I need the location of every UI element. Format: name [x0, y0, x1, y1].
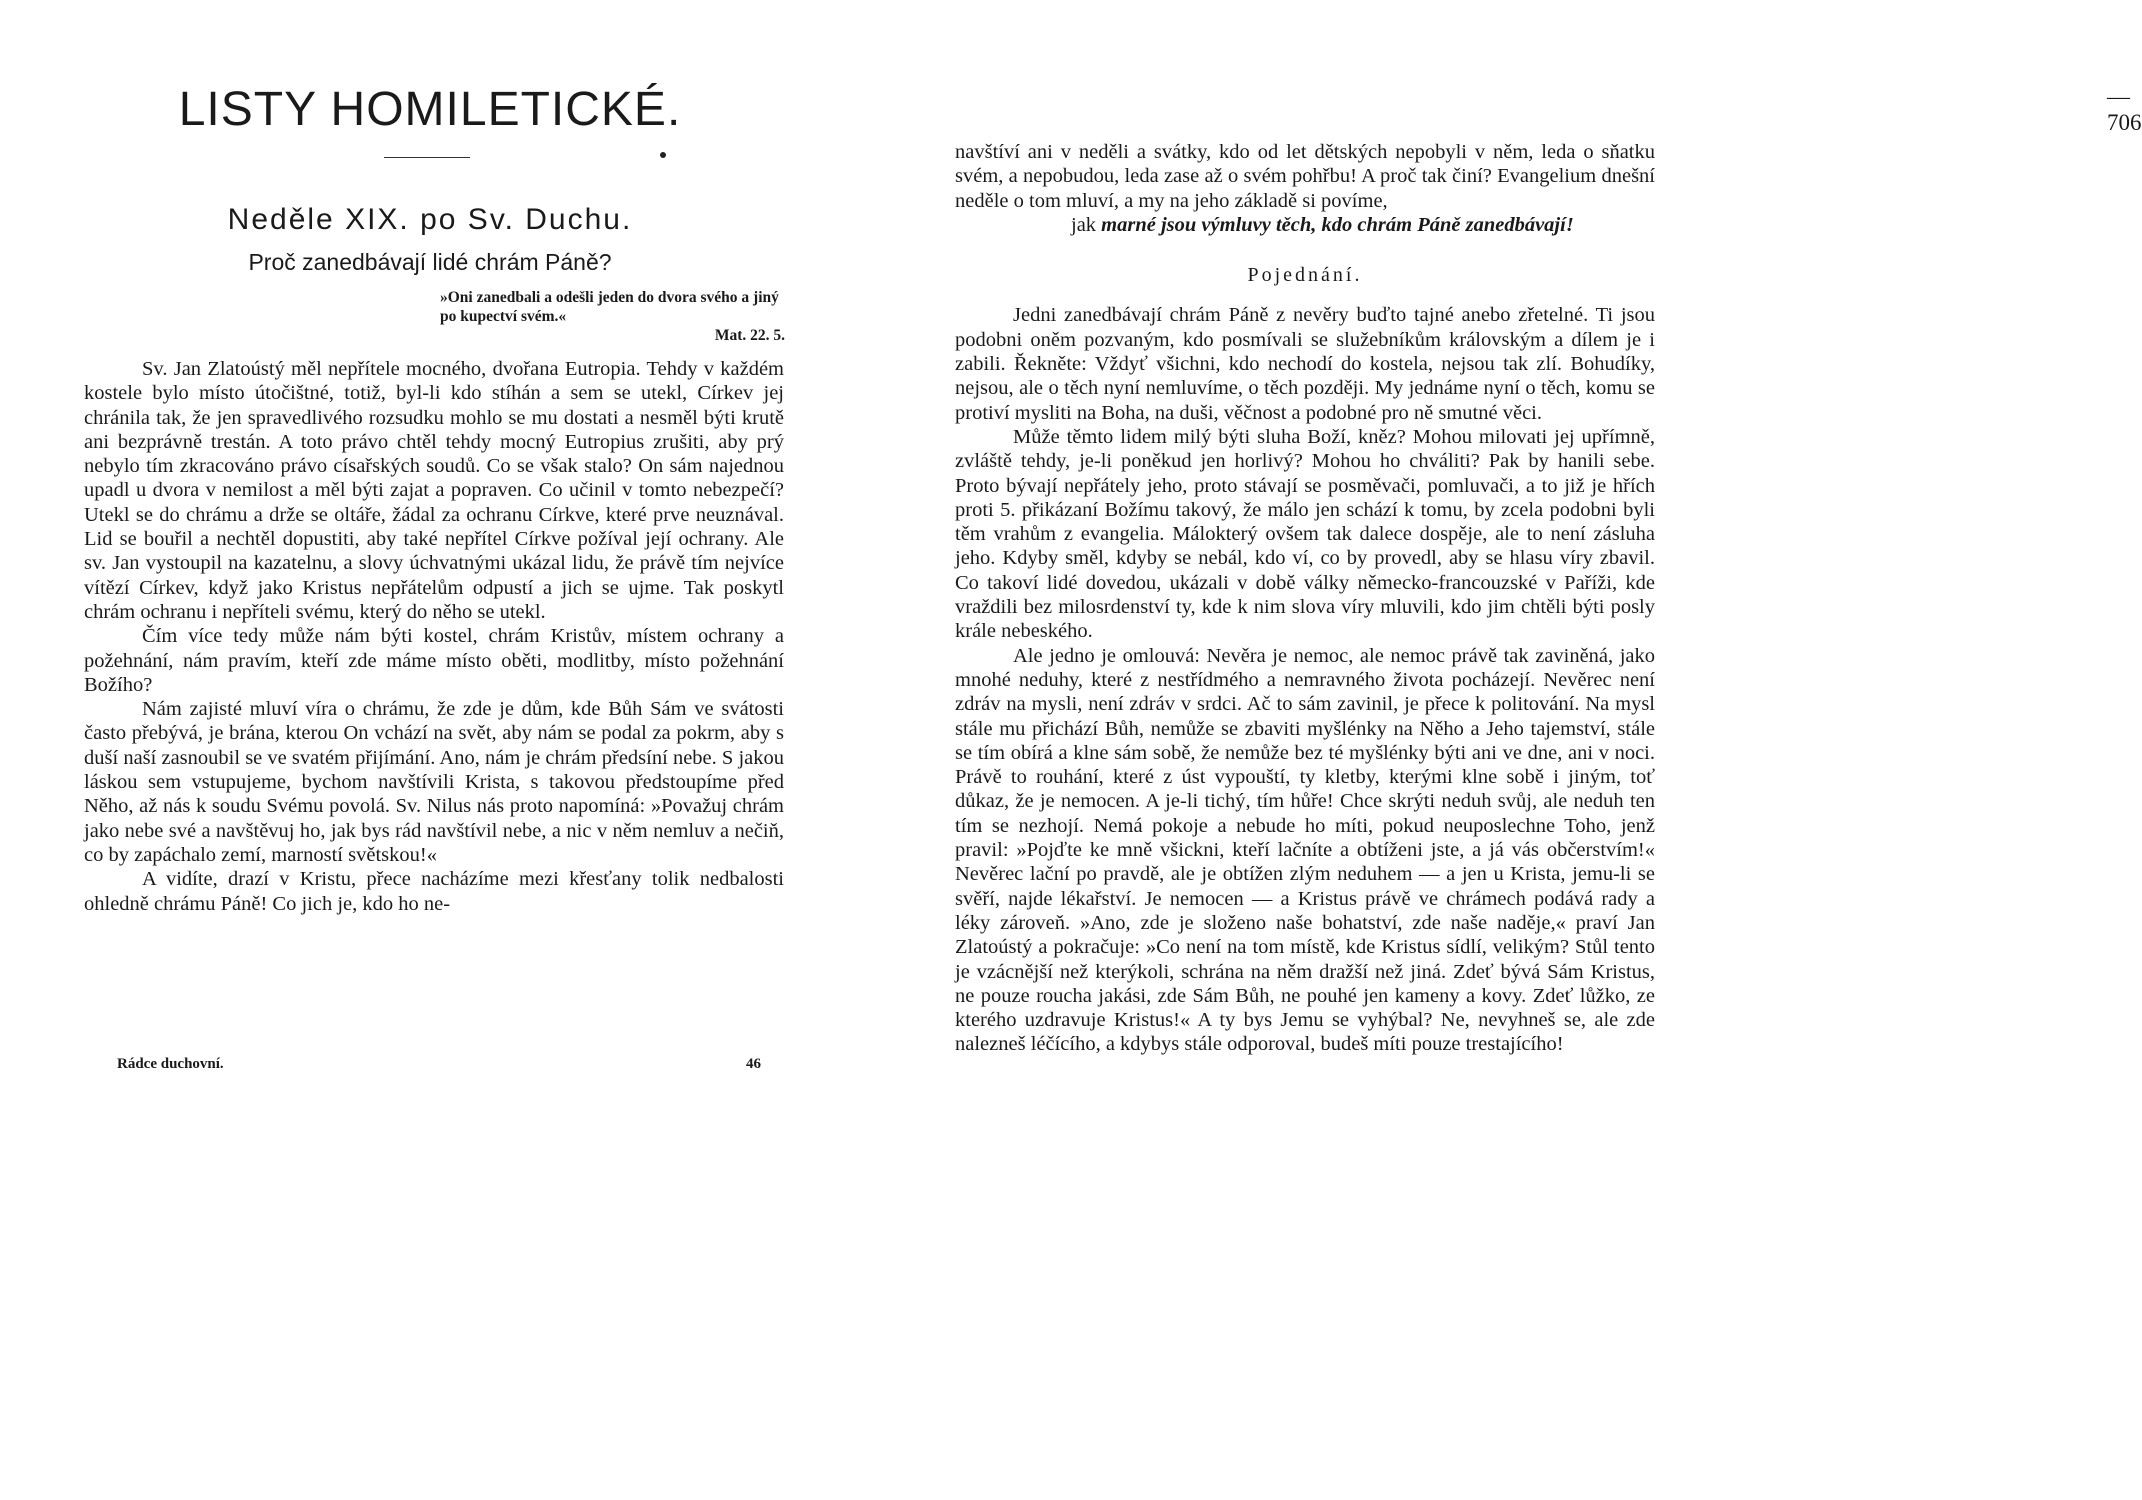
ornament-dot [660, 152, 666, 158]
paragraph: Může těmto lidem milý býti sluha Boží, kněz? Mohou milovati jej upřímně, zvláště tehdy, je-li poněkud jen horlivý? Mohou ho chváliti? Pak by hanili sebe. Proto bývají nepřátely jeho, proto stávají se posměvači, pomluvači, a to již je hřích proti 5. přikázaní Božímu takový, že málo jen schází k tomu, by zcela podobni byli těm vrahům z evangelia. Málokterý ovšem tak dalece dospěje, ale to není zásluha jeho. Kdyby směl, kdyby se nebál, kdo ví, co by provedl, aby se hlasu víry zbavil. Co takoví lidé dovedou, ukázali v době války německo-francouzské v Paříži, kde vraždili bez milosrdenství ty, kde k nim slova víry mluvili, kdo jim chtěli býti posly krále nebeského. [955, 425, 1655, 643]
paragraph: Sv. Jan Zlatoústý měl nepřítele mocného, dvořana Eutropia. Tehdy v každém kostele bylo místo útočištné, totiž, byl-li kdo stíhán a sem se utekl, Církev jej chránila tak, že jen spravedlivého rozsudku mohlo se mu dostati a nesměl býti krutě ani bezprávně trestán. A toto právo chtěl tehdy mocný Eutropius zrušiti, aby prý nebylo tím zkracováno právo císařských soudů. Co se však stalo? On sám najednou upadl u dvora v nemilost a měl býti zajat a popraven. Co učinil v tomto nebezpečí? Utekl se do chrámu a drže se oltáře, žádal za ochranu Církve, které prve neuznával. Lid se bouřil a nechtěl dopustiti, aby také nepřítel Církve požíval její ochrany. Ale sv. Jan vystoupil na kazatelnu, a slovy úchvatnými ukázal lidu, že právě tím nejvíce vítězí Církev, když jako Kristus nepřátelům odpustí a jich se ujme. Tak poskytl chrám ochranu i nepříteli svému, který do něho se utekl. [84, 358, 784, 623]
sermon-subtitle: Proč zanedbávají lidé chrám Páně? [248, 249, 612, 275]
epigraph-reference: Mat. 22. 5. [714, 327, 785, 344]
footer-sheet-number: 46 [746, 1056, 761, 1072]
paragraph: Čím více tedy může nám býti kostel, chrám Kristův, místem ochrany a požehnání, nám pravím, kteří zde máme místo oběti, modlitby, místo požehnání Božího? [84, 625, 784, 696]
epigraph [440, 288, 785, 345]
page-footer [117, 1056, 761, 1073]
paragraph: Ale jedno je omlouvá: Nevěra je nemoc, ale nemoc právě tak zaviněná, jako mnohé neduhy, které z nestřídmého a nemravného života pocházejí. Nevěrec není zdráv na mysli, není zdráv v srdci. Ač to sám zavinil, je přece k politování. Na mysl stále mu přichází Bůh, nemůže se zbaviti myšlénky na Něho a Jeho tajemství, stále se tím obírá a klne sám sobě, že nemůže bez té myšlénky býti ani ve dne, ani v noci. Právě to rouhání, které z úst vypouští, ty kletby, kterými klne sobě i jiným, toť důkaz, že je nemocen. A je-li tichý, tím hůře! Chce skrýti neduh svůj, ale neduh ten tím se nezhojí. Nemá pokoje a nebude ho míti, pokud neuposlechne Toho, jenž pravil: »Pojďte ke mně všickni, kteří lačníte a obtíženi jste, a já vás občerstvím!« Nevěrec lační po pravdě, ale je obtížen zlým neduhem — a jen u Krista, jemu-li se svěří, najde lékařství. Je nemocen — a Kristus právě ve chrámech podává rady a léky zároveň. »Ano, zde je složeno naše bohatství, zde naše naděje,« praví Jan Zlatoústý a pokračuje: »Co není na tom místě, kde Kristus sídlí, velikým? Stůl tento je vzácnější než kterýkoli, schrána na něm dražší než jiná. Zdeť bývá Sám Kristus, ne pouze roucha jakási, zde Sám Bůh, ne pouhé jen kameny a kovy. Zdeť lůžko, ze kterého uzdravuje Kristus!« A ty bys Jemu se vyhýbal? Ne, nevyhneš se, ale zde nalezneš léčícího, a kdybys stále odporoval, budeš míti pouze trestajícího! [955, 644, 1655, 1056]
title-divider [384, 157, 470, 158]
footer-journal-name: Rádce duchovní. [117, 1056, 224, 1072]
paragraph: Nám zajisté mluví víra o chrámu, že zde je dům, kde Bůh Sám ve svátosti často přebývá, je brána, kterou On vchází na svět, aby nám se podal za pokrm, aby s duší naší zasnoubil se ve svatém přijímání. Ano, nám je chrám předsíní nebe. S jakou láskou sem vstupujeme, bychom navštívili Krista, s takovou předstoupíme před Něho, až nás k soudu Svému povolá. Sv. Nilus nás proto napomíná: »Považuj chrám jako nebe své a navštěvuj ho, jak bys rád navštívil nebe, a nic v něm nemluv a nečiň, co by zapáchalo zemí, marností světskou!« [84, 698, 784, 866]
epigraph-text: »Oni zanedbali a odešli jeden do dvora svého a jiný po kupectví svém.« [440, 289, 779, 325]
intro-paragraph: navštíví ani v neděli a svátky, kdo od let dětských nepobyli v něm, leda o sňatku svém, a nepobudou, leda zase až o svém pohřbu! A proč tak činí? Evangelium dnešní neděle o tom mluví, a my na jeho základě si povíme, [955, 141, 1655, 212]
left-body [84, 357, 784, 916]
section-title: Neděle XIX. po Sv. Duchu. [227, 203, 633, 236]
right-page [862, 0, 2142, 1500]
theme-statement [955, 213, 1655, 237]
theme-emphasis: marné jsou výmluvy těch, kdo chrám Páně zanedbávají! [1101, 213, 1574, 236]
paragraph: Jedni zanedbávají chrám Páně z nevěry buďto tajné anebo zřetelné. Ti jsou podobni oněm pozvaným, kdo posmívali se služebníkům královským a dílem je i zabili. Řekněte: Vždyť všichni, kdo nechodí do kostela, nejsou tak zlí. Bohudíky, nejsou, ale o těch nyní nemluvíme, o těch později. My jednáme nyní o těch, komu se protiví mysliti na Boha, na duši, věčnost a podobné pro ně smutné věci. [955, 304, 1655, 424]
theme-prefix: jak [1071, 213, 1097, 236]
journal-title: LISTY HOMILETICKÉ. [178, 83, 682, 136]
section-heading: Pojednání. [1247, 264, 1363, 287]
left-page [0, 0, 862, 1500]
right-body [955, 140, 1655, 1057]
page-number: — 706 [2107, 84, 2142, 135]
paragraph: A vidíte, drazí v Kristu, přece nacházíme mezi křesťany tolik nedbalosti ohledně chrámu Páně! Co jich je, kdo ho ne- [84, 868, 784, 915]
